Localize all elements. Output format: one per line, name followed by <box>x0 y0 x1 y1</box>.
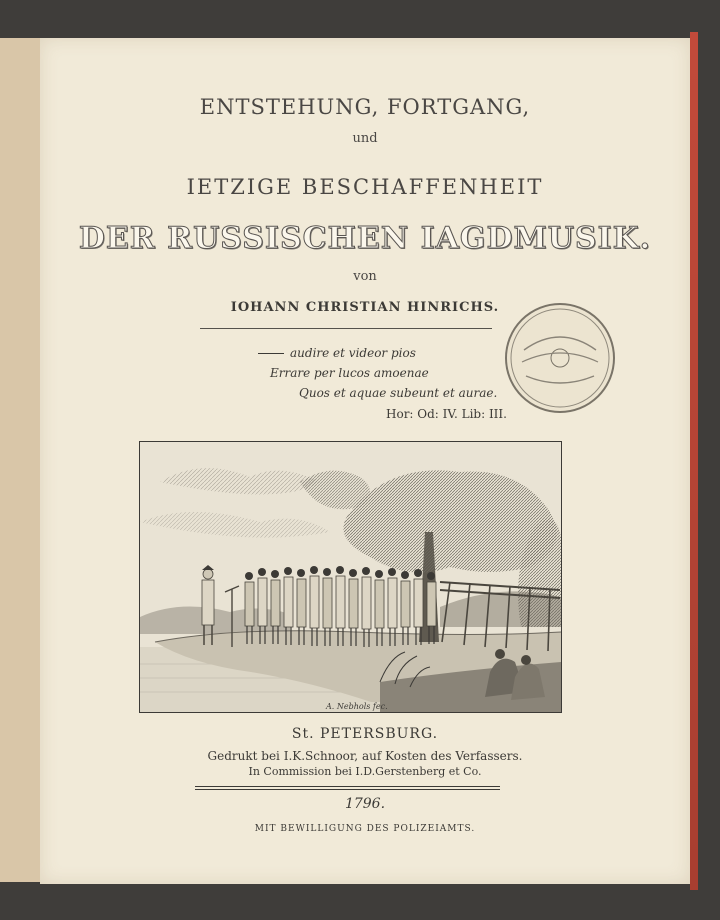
publication-year: 1796. <box>344 796 386 812</box>
title-line-1: ENTSTEHUNG, FORTGANG, <box>199 95 531 119</box>
epigraph-line-2: Errare per lucos amoenae <box>270 366 429 380</box>
engraving-illustration <box>139 441 562 713</box>
title-page <box>40 38 690 884</box>
engraver-credit: A. Nebhols fec. <box>326 702 388 711</box>
title-line-3: IETZIGE BESCHAFFENHEIT <box>186 175 544 199</box>
byline-von: von <box>353 269 377 284</box>
imprint-city: St. PETERSBURG. <box>291 726 439 742</box>
title-line-2: und <box>352 131 378 146</box>
imprint-commission: In Commission bei I.D.Gerstenberg et Co. <box>248 765 482 778</box>
hunting-band-scene <box>140 442 561 712</box>
book-spine <box>0 38 41 882</box>
epigraph-source: Hor: Od: IV. Lib: III. <box>386 407 507 421</box>
author-name: IOHANN CHRISTIAN HINRICHS. <box>230 300 500 315</box>
epigraph-dash <box>258 353 284 354</box>
police-permission: MIT BEWILLIGUNG DES POLIZEIAMTS. <box>254 824 476 834</box>
imprint-rule-top <box>195 786 500 787</box>
imprint-rule-bottom <box>195 789 500 790</box>
library-stamp <box>504 302 616 414</box>
title-line-4: DER RUSSISCHEN IAGDMUSIK. <box>78 221 652 256</box>
title-rule <box>200 328 492 329</box>
page-edge <box>690 32 698 890</box>
epigraph-line-1 <box>258 346 416 360</box>
epigraph-text-1: audire et videor pios <box>290 346 416 360</box>
imprint-printer: Gedrukt bei I.K.Schnoor, auf Kosten des Verfassers. <box>207 749 523 763</box>
epigraph-line-3: Quos et aquae subeunt et aurae. <box>299 386 498 400</box>
